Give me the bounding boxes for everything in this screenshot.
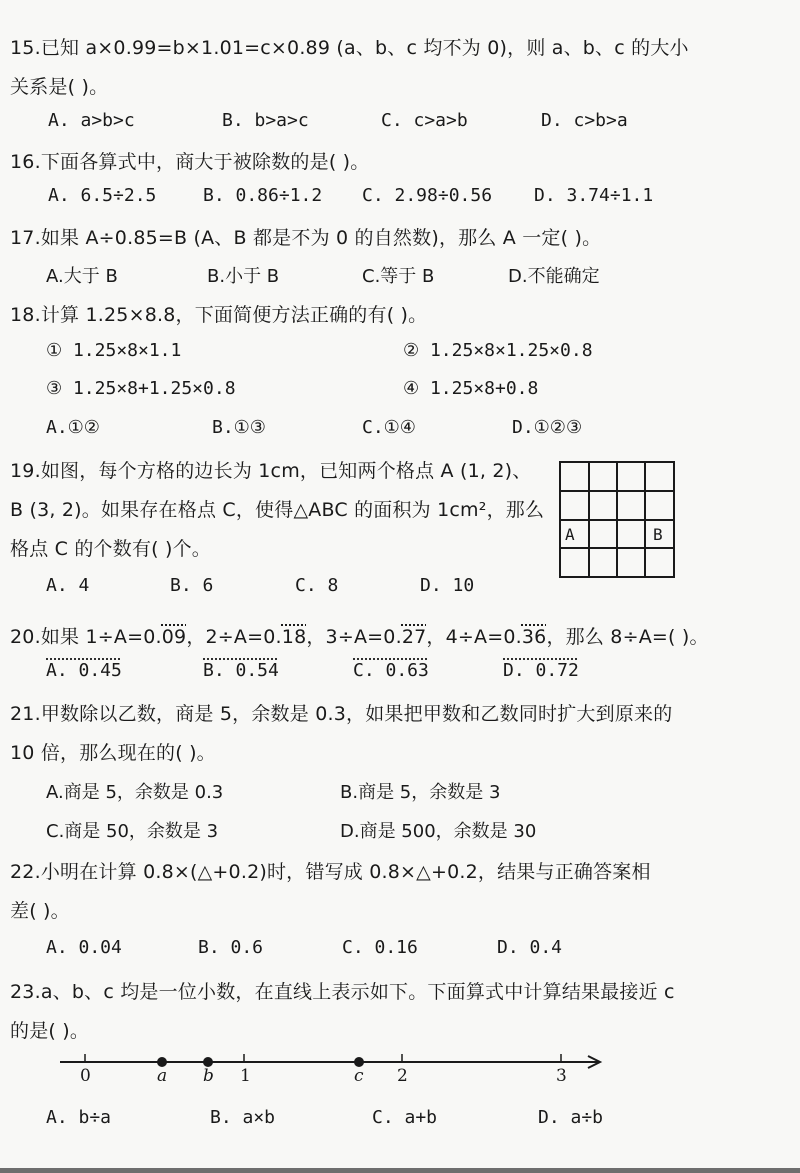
repeating-decimal-36: 36 bbox=[521, 626, 547, 648]
q21-stem-line2: 10 倍，那么现在的( )。 bbox=[10, 742, 216, 764]
point-label-a: a bbox=[157, 1066, 168, 1086]
grid-label-b: B bbox=[653, 525, 663, 544]
q18-option-a[interactable]: A.①② bbox=[46, 417, 100, 438]
q20-option-c[interactable]: C. 0.63 bbox=[353, 660, 429, 681]
q23-option-b[interactable]: B. a×b bbox=[210, 1107, 276, 1128]
q20-stem: 20.如果 1÷A=0.09，2÷A=0.18，3÷A=0.27，4÷A=0.36，那么 8÷A=( )。 bbox=[10, 626, 709, 648]
tick-label-2: 2 bbox=[397, 1066, 408, 1086]
q15-stem-line2: 关系是( )。 bbox=[10, 76, 109, 98]
q23-stem-line2: 的是( )。 bbox=[10, 1020, 90, 1042]
repeating-decimal-18: 18 bbox=[281, 626, 307, 648]
q18-option-c[interactable]: C.①④ bbox=[362, 417, 416, 438]
q16-option-c[interactable]: C. 2.98÷0.56 bbox=[362, 185, 493, 206]
tick-label-0: 0 bbox=[80, 1066, 91, 1086]
q21-stem-line1: 21.甲数除以乙数，商是 5，余数是 0.3，如果把甲数和乙数同时扩大到原来的 bbox=[10, 703, 673, 725]
q18-method-4: ④ 1.25×8+0.8 bbox=[403, 378, 539, 399]
q22-option-a[interactable]: A. 0.04 bbox=[46, 937, 122, 958]
q16-option-a[interactable]: A. 6.5÷2.5 bbox=[48, 185, 157, 206]
q22-stem-line1: 22.小明在计算 0.8×(△+0.2)时，错写成 0.8×△+0.2，结果与正确答案相 bbox=[10, 861, 651, 883]
q15-option-c[interactable]: C. c>a>b bbox=[381, 110, 468, 131]
repeating-decimal-27: 27 bbox=[401, 626, 427, 648]
q15-option-b[interactable]: B. b>a>c bbox=[222, 110, 309, 131]
q19-option-b[interactable]: B. 6 bbox=[170, 575, 214, 596]
q17-option-a[interactable]: A.大于 B bbox=[46, 266, 118, 287]
q19-stem-line2: B (3, 2)。如果存在格点 C，使得△ABC 的面积为 1cm²，那么 bbox=[10, 499, 545, 521]
repeating-decimal-09: 09 bbox=[161, 626, 187, 648]
q17-option-d[interactable]: D.不能确定 bbox=[508, 266, 600, 287]
q21-option-c[interactable]: C.商是 50，余数是 3 bbox=[46, 821, 219, 842]
q18-option-d[interactable]: D.①②③ bbox=[512, 417, 583, 438]
q18-stem: 18.计算 1.25×8.8，下面简便方法正确的有( )。 bbox=[10, 304, 428, 326]
q20-option-d[interactable]: D. 0.72 bbox=[503, 660, 579, 681]
q19-option-c[interactable]: C. 8 bbox=[295, 575, 339, 596]
q22-stem-line2: 差( )。 bbox=[10, 900, 70, 922]
point-label-b: b bbox=[203, 1066, 214, 1086]
q18-method-1: ① 1.25×8×1.1 bbox=[46, 340, 182, 361]
q21-option-d[interactable]: D.商是 500，余数是 30 bbox=[340, 821, 537, 842]
q20-option-a[interactable]: A. 0.45 bbox=[46, 660, 122, 681]
q23-number-line bbox=[58, 1052, 608, 1092]
q19-option-a[interactable]: A. 4 bbox=[46, 575, 90, 596]
q19-grid-figure bbox=[559, 461, 677, 579]
q22-option-d[interactable]: D. 0.4 bbox=[497, 937, 563, 958]
q17-stem: 17.如果 A÷0.85=B (A、B 都是不为 0 的自然数)，那么 A 一定( )。 bbox=[10, 227, 602, 249]
q18-method-3: ③ 1.25×8+1.25×0.8 bbox=[46, 378, 236, 399]
page-bottom-edge bbox=[0, 1168, 800, 1173]
q20-option-b[interactable]: B. 0.54 bbox=[203, 660, 279, 681]
q17-option-b[interactable]: B.小于 B bbox=[207, 266, 280, 287]
q16-stem: 16.下面各算式中，商大于被除数的是( )。 bbox=[10, 151, 370, 173]
tick-label-3: 3 bbox=[556, 1066, 567, 1086]
q17-option-c[interactable]: C.等于 B bbox=[362, 266, 435, 287]
q23-option-c[interactable]: C. a+b bbox=[372, 1107, 438, 1128]
q16-option-d[interactable]: D. 3.74÷1.1 bbox=[534, 185, 654, 206]
q22-option-c[interactable]: C. 0.16 bbox=[342, 937, 418, 958]
q15-option-a[interactable]: A. a>b>c bbox=[48, 110, 135, 131]
q23-option-d[interactable]: D. a÷b bbox=[538, 1107, 604, 1128]
q19-stem-line3: 格点 C 的个数有( )个。 bbox=[10, 538, 212, 560]
q22-option-b[interactable]: B. 0.6 bbox=[198, 937, 264, 958]
q18-option-b[interactable]: B.①③ bbox=[212, 417, 266, 438]
q23-option-a[interactable]: A. b÷a bbox=[46, 1107, 112, 1128]
point-label-c: c bbox=[354, 1066, 364, 1086]
tick-label-1: 1 bbox=[240, 1066, 251, 1086]
q16-option-b[interactable]: B. 0.86÷1.2 bbox=[203, 185, 323, 206]
q19-option-d[interactable]: D. 10 bbox=[420, 575, 475, 596]
q15-option-d[interactable]: D. c>b>a bbox=[541, 110, 628, 131]
q15-stem-line1: 15.已知 a×0.99=b×1.01=c×0.89 (a、b、c 均不为 0)，则 a、b、c 的大小 bbox=[10, 37, 689, 59]
q18-method-2: ② 1.25×8×1.25×0.8 bbox=[403, 340, 593, 361]
q21-option-b[interactable]: B.商是 5，余数是 3 bbox=[340, 782, 501, 803]
grid-label-a: A bbox=[565, 525, 575, 544]
q19-stem-line1: 19.如图，每个方格的边长为 1cm，已知两个格点 A (1, 2)、 bbox=[10, 460, 532, 482]
q21-option-a[interactable]: A.商是 5，余数是 0.3 bbox=[46, 782, 224, 803]
q23-stem-line1: 23.a、b、c 均是一位小数，在直线上表示如下。下面算式中计算结果最接近 c bbox=[10, 981, 675, 1003]
